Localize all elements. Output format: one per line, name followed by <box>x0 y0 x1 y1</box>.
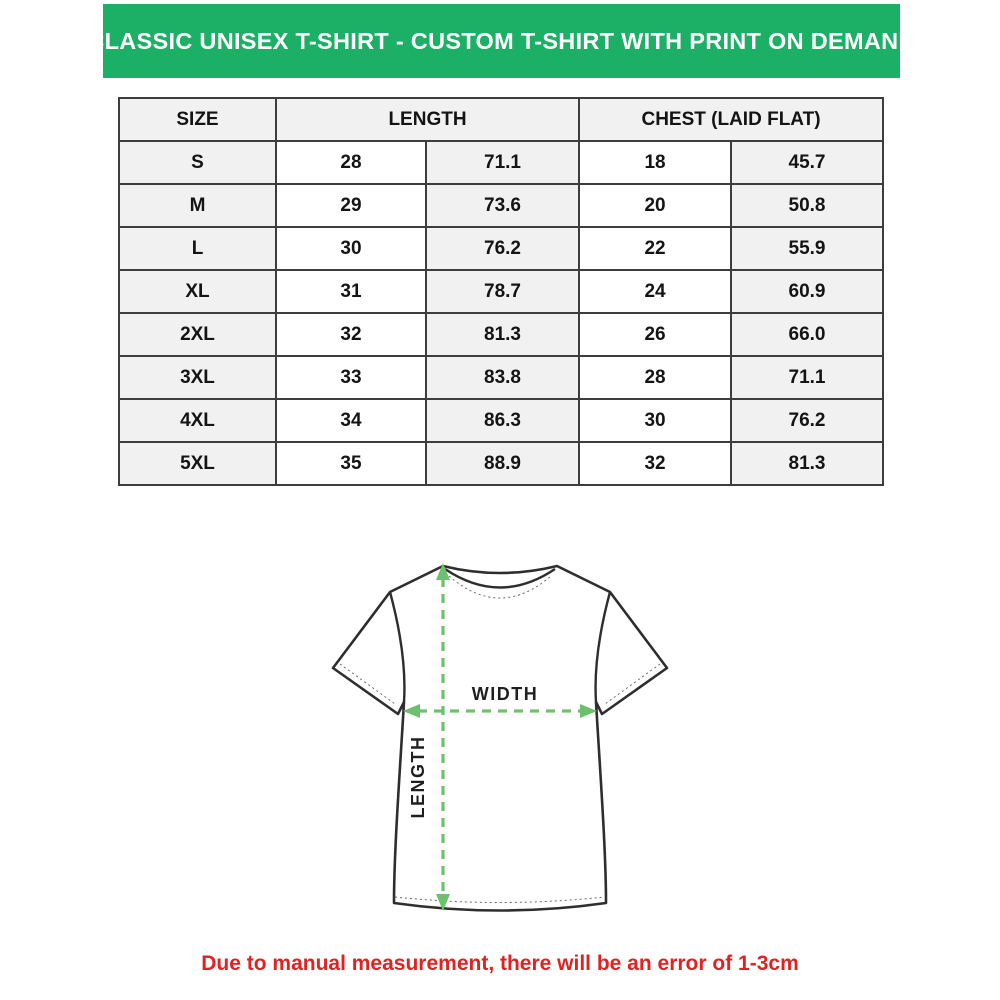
size-cell: 4XL <box>119 399 276 442</box>
table-row <box>119 184 883 227</box>
chest-in-cell: 18 <box>579 141 731 184</box>
chest-in-cell: 26 <box>579 313 731 356</box>
col-header-length: LENGTH <box>276 98 579 141</box>
width-label: WIDTH <box>471 684 539 704</box>
size-cell: L <box>119 227 276 270</box>
length-cm-cell: 83.8 <box>426 356 579 399</box>
length-cm-cell: 71.1 <box>426 141 579 184</box>
size-cell: S <box>119 141 276 184</box>
table-row <box>119 270 883 313</box>
size-cell: 2XL <box>119 313 276 356</box>
chest-in-cell: 30 <box>579 399 731 442</box>
length-in-cell: 32 <box>276 313 426 356</box>
length-in-cell: 28 <box>276 141 426 184</box>
chest-cm-cell: 71.1 <box>731 356 883 399</box>
size-cell: 3XL <box>119 356 276 399</box>
length-in-cell: 35 <box>276 442 426 485</box>
length-label: LENGTH <box>408 735 428 819</box>
length-in-cell: 34 <box>276 399 426 442</box>
chest-cm-cell: 66.0 <box>731 313 883 356</box>
chest-cm-cell: 76.2 <box>731 399 883 442</box>
length-cm-cell: 73.6 <box>426 184 579 227</box>
length-in-cell: 29 <box>276 184 426 227</box>
page-title: CLASSIC UNISEX T-SHIRT - CUSTOM T-SHIRT WITH PRINT ON DEMAND <box>87 27 916 54</box>
chest-in-cell: 20 <box>579 184 731 227</box>
table-row <box>119 313 883 356</box>
table-row <box>119 399 883 442</box>
length-cm-cell: 81.3 <box>426 313 579 356</box>
size-cell: XL <box>119 270 276 313</box>
tshirt-body-outline <box>333 566 667 911</box>
length-cm-cell: 76.2 <box>426 227 579 270</box>
length-cm-cell: 78.7 <box>426 270 579 313</box>
table-row <box>119 356 883 399</box>
chest-cm-cell: 50.8 <box>731 184 883 227</box>
tshirt-outline-drawing <box>320 550 680 940</box>
length-in-cell: 33 <box>276 356 426 399</box>
table-row <box>119 227 883 270</box>
size-chart-table <box>118 97 884 486</box>
chest-in-cell: 24 <box>579 270 731 313</box>
chest-cm-cell: 45.7 <box>731 141 883 184</box>
length-cm-cell: 88.9 <box>426 442 579 485</box>
tshirt-measurement-diagram <box>320 550 680 940</box>
header-row <box>119 98 883 141</box>
chest-cm-cell: 81.3 <box>731 442 883 485</box>
table-row <box>119 442 883 485</box>
chest-cm-cell: 55.9 <box>731 227 883 270</box>
chest-cm-cell: 60.9 <box>731 270 883 313</box>
col-header-chest: CHEST (LAID FLAT) <box>579 98 883 141</box>
size-cell: 5XL <box>119 442 276 485</box>
title-banner <box>87 4 916 78</box>
col-header-size: SIZE <box>119 98 276 141</box>
chest-in-cell: 32 <box>579 442 731 485</box>
chest-in-cell: 28 <box>579 356 731 399</box>
length-cm-cell: 86.3 <box>426 399 579 442</box>
chest-in-cell: 22 <box>579 227 731 270</box>
table-row <box>119 141 883 184</box>
size-cell: M <box>119 184 276 227</box>
length-in-cell: 30 <box>276 227 426 270</box>
length-in-cell: 31 <box>276 270 426 313</box>
measurement-error-note: Due to manual measurement, there will be an error of 1-3cm <box>201 952 799 975</box>
